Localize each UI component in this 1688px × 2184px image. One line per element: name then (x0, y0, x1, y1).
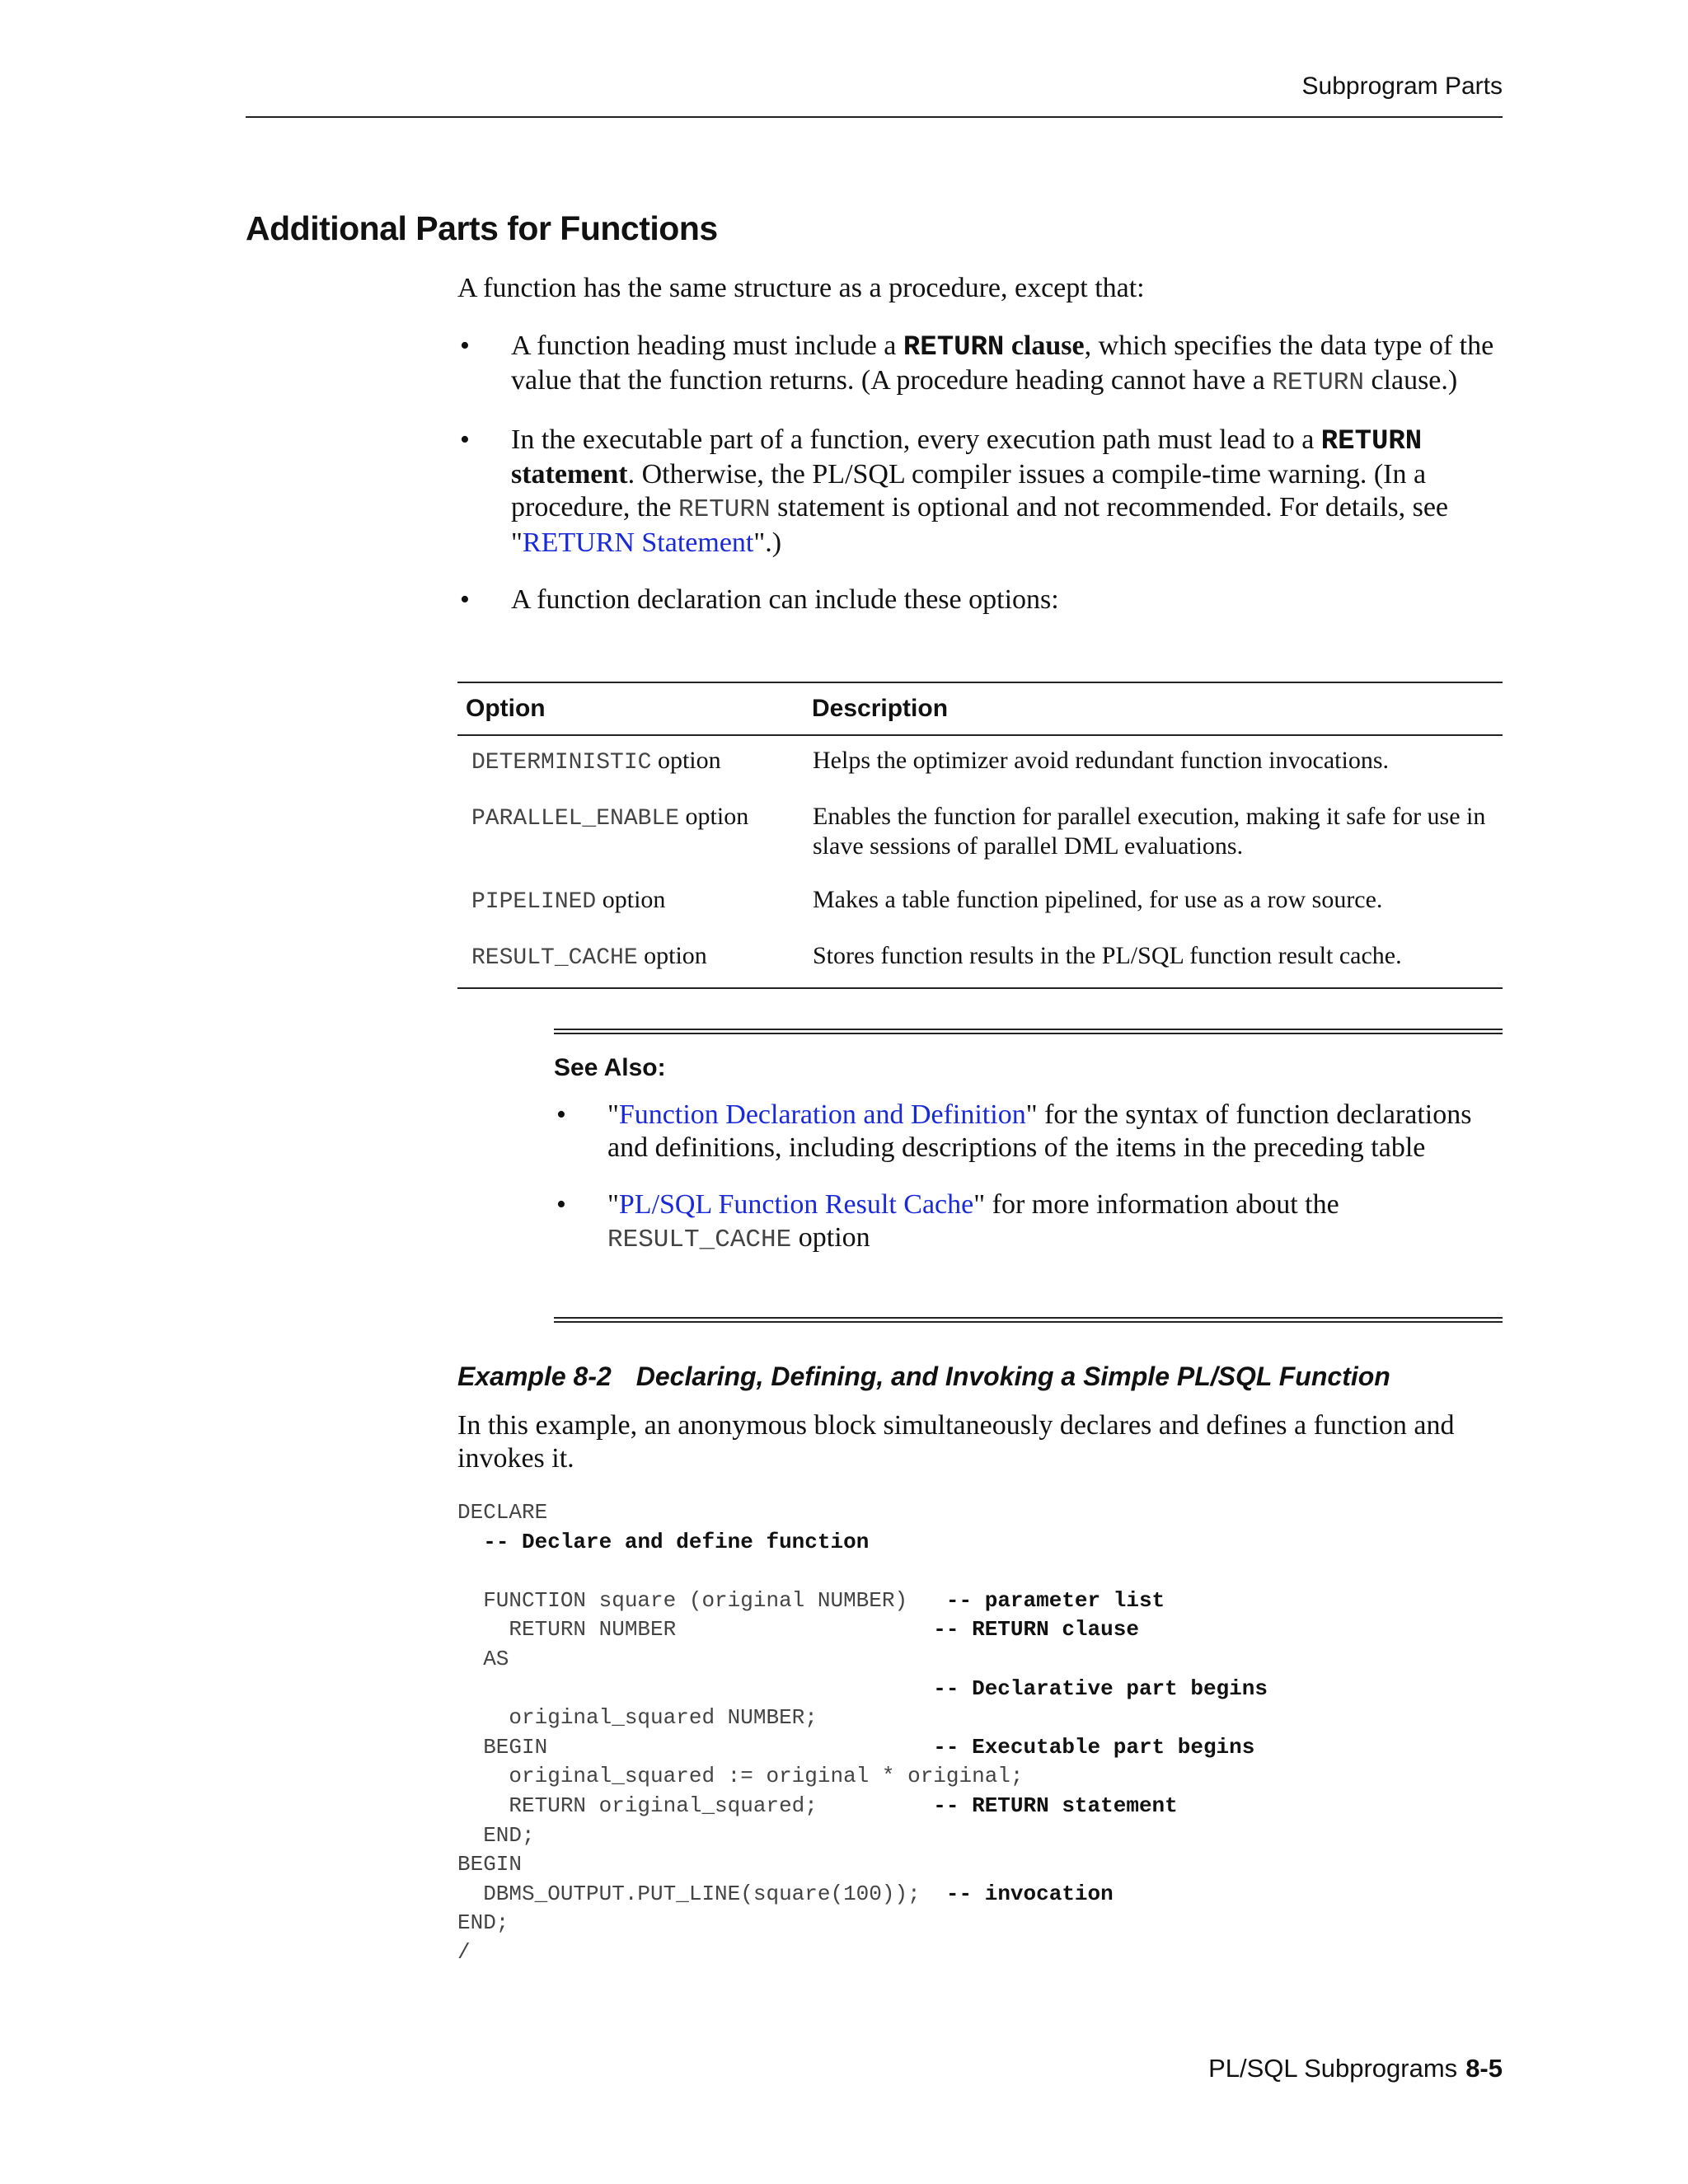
table-header (457, 683, 1503, 736)
example-caption (457, 1361, 1390, 1392)
see-also-list (554, 1099, 1503, 1257)
code-comment: -- invocation (945, 1881, 1114, 1906)
code-text: FUNCTION square (original NUMBER) (457, 1587, 946, 1613)
column-header-option: Option (466, 695, 546, 722)
code-line (457, 1850, 1268, 1880)
section-heading: Additional Parts for Functions (246, 209, 718, 247)
table-row: RESULT_CACHE option Stores function results in the PL/SQL function result cache. (471, 942, 1402, 971)
code-text (457, 1676, 933, 1701)
code-text: DBMS_OUTPUT.PUT_LINE(square(100)); (457, 1881, 946, 1906)
code-comment: -- Declarative part begins (933, 1675, 1268, 1701)
function-parts-list (457, 330, 1503, 640)
code-line (457, 1792, 1268, 1821)
see-also-bottom-rule (554, 1317, 1503, 1323)
code-line (457, 1675, 1268, 1704)
column-header-description: Description (812, 695, 949, 722)
code-text: BEGIN (457, 1734, 934, 1760)
code-text (457, 1530, 483, 1554)
code-line (457, 1645, 1268, 1675)
code-line (457, 1557, 1268, 1586)
see-also-title: See Also: (554, 1054, 666, 1081)
code-comment: -- Executable part begins (933, 1734, 1255, 1760)
code-line (457, 1704, 1268, 1733)
example-title: Declaring, Defining, and Invoking a Simple PL/SQL Function (635, 1361, 1390, 1391)
header-rule (246, 116, 1503, 118)
code-text: RETURN NUMBER (457, 1617, 934, 1643)
list-item: • In the executable part of a function, every execution path must lead to a RETURN statement. Otherwise, the PL/SQL compiler issues a compile-time warning. (In a procedure, the RETURN statement is optional and not recommended. For details, see "RETURN Statement".) (457, 424, 1503, 560)
code-comment: -- parameter list (945, 1587, 1165, 1613)
code-text: original_squared := original * original; (457, 1764, 1024, 1789)
see-also-top-rule (554, 1029, 1503, 1034)
list-item: • A function declaration can include these options: (457, 583, 1503, 616)
table-row: PARALLEL_ENABLE option Enables the function for parallel execution, making it safe for use in slave sessions of parallel DML evaluations. (471, 803, 1486, 860)
code-line (457, 1938, 1268, 1968)
code-text: END; (457, 1822, 535, 1848)
intro-paragraph: A function has the same structure as a procedure, except that: (457, 273, 1145, 303)
list-item: • A function heading must include a RETURN clause, which specifies the data type of the value that the function returns. (A procedure heading cannot have a RETURN clause.) (457, 330, 1503, 400)
return-statement-link[interactable]: RETURN Statement (522, 527, 754, 558)
chapter-name: PL/SQL Subprograms (1208, 2054, 1458, 2083)
code-line (457, 1821, 1268, 1851)
code-text: AS (457, 1646, 509, 1671)
code-text: BEGIN (457, 1852, 523, 1877)
running-header: Subprogram Parts (1301, 73, 1503, 100)
code-text: END; (457, 1910, 509, 1936)
list-item: • "PL/SQL Function Result Cache" for more information about the RESULT_CACHE option (554, 1188, 1503, 1257)
code-example (457, 1498, 1268, 1968)
page-number: 8-5 (1465, 2054, 1503, 2083)
code-comment: -- RETURN clause (933, 1617, 1139, 1643)
code-line (457, 1615, 1268, 1645)
table-row: DETERMINISTIC option Helps the optimizer avoid redundant function invocations. (471, 747, 1389, 776)
options-table (457, 682, 1503, 989)
code-text: original_squared NUMBER; (457, 1705, 818, 1731)
table-row: PIPELINED option Makes a table function pipelined, for use as a row source. (471, 886, 1383, 915)
page-footer (1208, 2054, 1503, 2083)
code-line (457, 1498, 1268, 1528)
result-cache-link[interactable]: PL/SQL Function Result Cache (618, 1189, 974, 1220)
code-line (457, 1528, 1268, 1558)
code-text: DECLARE (457, 1500, 548, 1525)
example-number: Example 8-2 (457, 1361, 612, 1391)
code-comment: -- RETURN statement (933, 1793, 1178, 1818)
example-description: In this example, an anonymous block simultaneously declares and defines a function and invokes it. (457, 1410, 1455, 1474)
code-text: / (457, 1939, 471, 1965)
function-declaration-link[interactable]: Function Declaration and Definition (618, 1099, 1026, 1130)
code-comment: -- Declare and define function (483, 1529, 870, 1554)
code-text: RETURN original_squared; (457, 1793, 934, 1818)
code-line (457, 1909, 1268, 1938)
code-line (457, 1880, 1268, 1910)
code-line (457, 1733, 1268, 1763)
code-line (457, 1586, 1268, 1616)
see-also-box (554, 1029, 1503, 1281)
code-line (457, 1762, 1268, 1792)
list-item: • "Function Declaration and Definition" for the syntax of function declarations and definitions, including descriptions of the items in the preceding table (554, 1099, 1503, 1165)
